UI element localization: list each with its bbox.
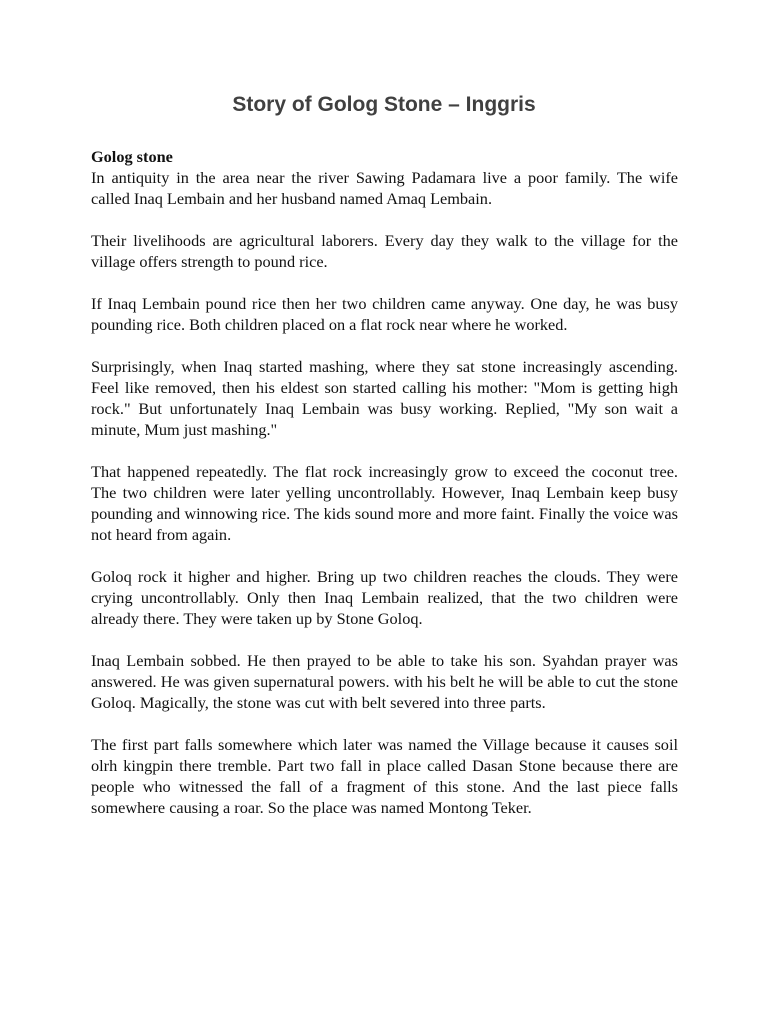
paragraph-8: The first part falls somewhere which later was named the Village because it causes soil olrh kingpin there tremble. Part two fall in place called Dasan Stone because there are people who witnessed the fall of a fragment of this stone. And the last piece falls somewhere causing a roar. So the place was named Montong Teker. [91, 735, 678, 817]
paragraph-2: Their livelihoods are agricultural laborers. Every day they walk to the village for the village offers strength to pound rice. [91, 231, 678, 271]
paragraph-3: If Inaq Lembain pound rice then her two children came anyway. One day, he was busy pounding rice. Both children placed on a flat rock near where he worked. [91, 294, 678, 334]
paragraph-5: That happened repeatedly. The flat rock increasingly grow to exceed the coconut tree. The two children were later yelling uncontrollably. However, Inaq Lembain keep busy pounding and winnowing rice. The kids sound more and more faint. Finally the voice was not heard from again. [91, 462, 678, 544]
paragraph-4: Surprisingly, when Inaq started mashing, where they sat stone increasingly ascending. Feel like removed, then his eldest son started calling his mother: "Mom is getting high rock." But unfortunately Inaq Lembain was busy working. Replied, "My son wait a minute, Mum just mashing." [91, 357, 678, 439]
paragraph-7: Inaq Lembain sobbed. He then prayed to be able to take his son. Syahdan prayer was answered. He was given supernatural powers. with his belt he will be able to cut the stone Goloq. Magically, the stone was cut with belt severed into three parts. [91, 651, 678, 712]
document-title: Story of Golog Stone – Inggris [232, 93, 536, 116]
section-heading: Golog stone [91, 147, 173, 166]
document-body [91, 146, 678, 818]
paragraph-1: In antiquity in the area near the river Sawing Padamara live a poor family. The wife called Inaq Lembain and her husband named Amaq Lembain. [91, 168, 678, 208]
paragraph-6: Goloq rock it higher and higher. Bring up two children reaches the clouds. They were crying uncontrollably. Only then Inaq Lembain realized, that the two children were already there. They were taken up by Stone Goloq. [91, 567, 678, 628]
